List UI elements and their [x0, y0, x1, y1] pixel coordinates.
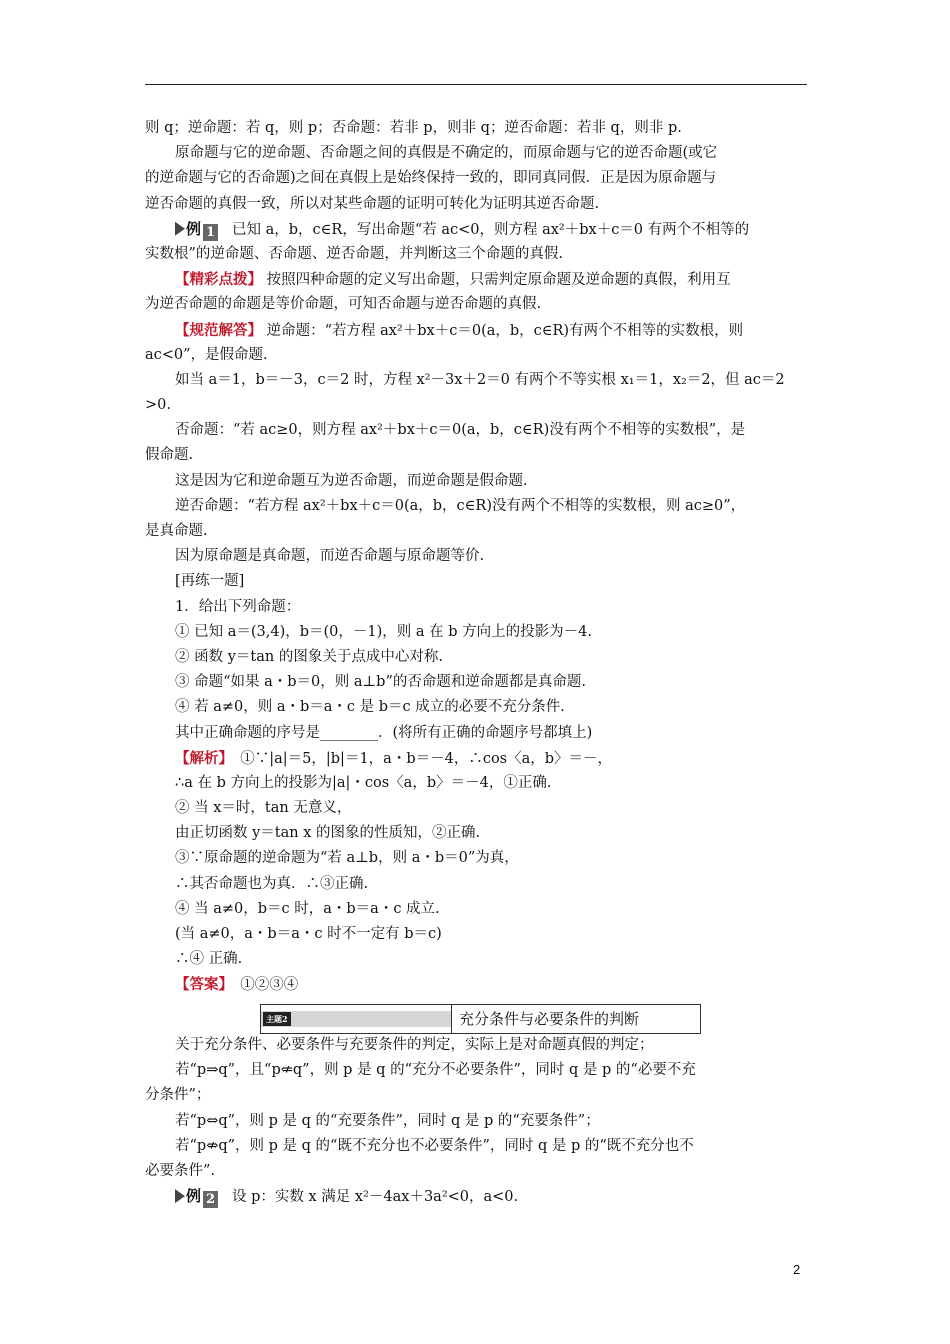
practice-line: ③ 命题“如果 a・b＝0，则 a⊥b”的否命题和逆命题都是真命题. [175, 674, 586, 691]
hint-line: 【精彩点拨】 按照四种命题的定义写出命题，只需判定原命题及逆命题的真假，利用互 [175, 271, 731, 289]
text-line: 因为原命题是真命题，而逆否命题与原命题等价. [175, 548, 485, 565]
topic-label-area [261, 1005, 451, 1033]
analysis-line: ∴其否命题也为真．∴③正确. [175, 875, 369, 892]
text-line: >0. [145, 397, 171, 414]
text-line: 假命题. [145, 447, 194, 464]
topic-chip: 主题2 [263, 1012, 291, 1026]
text-line: 逆否命题：“若方程 ax²＋bx＋c＝0(a，b，c∈R)没有两个不相等的实数根，则 ac≥0”， [175, 497, 746, 514]
text-line: 否命题：“若 ac≥0，则方程 ax²＋bx＋c＝0(a，b，c∈R)没有两个不相等的实数根”，是 [175, 422, 746, 439]
practice-line: 其中正确命题的序号是________．(将所有正确的命题序号都填上) [175, 724, 593, 741]
analysis-line: ∴④ 正确. [175, 951, 243, 968]
page-body-lower [145, 1033, 807, 1209]
text-line: 如当 a＝1，b＝－3，c＝2 时，方程 x²－3x＋2＝0 有两个不等实根 x₁＝1，x₂＝2，但 ac＝2 [175, 371, 785, 388]
analysis-line: (当 a≠0，a・b＝a・c 时不一定有 b＝c) [175, 926, 442, 942]
practice-line: 1．给出下列命题： [175, 598, 301, 615]
topic-divider [451, 1005, 452, 1033]
text-line: 必要条件”. [145, 1162, 216, 1179]
topic-banner [260, 1004, 701, 1034]
header-rule [145, 84, 807, 85]
example-marker: 例 2 [175, 1184, 218, 1210]
text-line: 实数根”的逆命题、否命题、逆否命题，并判断这三个命题的真假. [145, 245, 564, 262]
answer-tag: 【答案】 [175, 976, 226, 994]
analysis-line: ∴a 在 b 方向上的投影为|a|・cos〈a，b〉＝－4，①正确. [175, 774, 552, 791]
practice-line: ④ 若 a≠0，则 a・b＝a・c 是 b＝c 成立的必要不充分条件. [175, 699, 565, 716]
text-line: 若“p⇔q”，则 p 是 q 的“充要条件”，同时 q 是 p 的“充要条件”； [175, 1112, 600, 1129]
text-line: 这是因为它和逆命题互为逆否命题，而逆命题是假命题. [175, 472, 528, 489]
analysis-line: ④ 当 a≠0，b＝c 时，a・b＝a・c 成立. [175, 900, 440, 917]
solution-tag: 【规范解答】 [175, 321, 262, 339]
text-line: 的逆命题与它的否命题)之间在真假上是始终保持一致的，即同真同假．正是因为原命题与 [145, 170, 717, 187]
text-line: 关于充分条件、必要条件与充要条件的判定，实际上是对命题真假的判定； [175, 1037, 654, 1053]
analysis-line: 由正切函数 y＝tan x 的图象的性质知，②正确. [175, 825, 481, 842]
text-line: 是真命题. [145, 523, 208, 539]
example-marker: 例 1 [175, 217, 218, 243]
text-line: 逆否命题的真假一致，所以对某些命题的证明可转化为证明其逆否命题. [145, 195, 600, 212]
example-1: 例 1 已知 a，b，c∈R，写出命题“若 ac<0，则方程 ax²＋bx＋c＝0 有两个不相等的 [145, 217, 807, 242]
analysis-line: 【解析】 ①∵|a|＝5，|b|＝1，a・b＝－4，∴cos〈a，b〉＝－， [175, 749, 613, 767]
play-arrow-icon [175, 1189, 185, 1203]
play-arrow-icon [175, 222, 185, 236]
page-number: 2 [793, 1262, 801, 1277]
practice-line: ① 已知 a＝(3,4)，b＝(0，－1)，则 a 在 b 方向上的投影为－4. [175, 623, 592, 640]
answer-line: 【答案】 ①②③④ [175, 976, 299, 994]
analysis-line: ③∵原命题的逆命题为“若 a⊥b，则 a・b＝0”为真， [175, 850, 519, 867]
analysis-line: ② 当 x＝时，tan 无意义， [175, 800, 352, 817]
text-line: 若“p⇒q”，且“p⇍q”，则 p 是 q 的“充分不必要条件”，同时 q 是 p 的“必要不充 [175, 1062, 696, 1079]
solution-line: 【规范解答】 逆命题：“若方程 ax²＋bx＋c＝0(a，b，c∈R)有两个不相等的实数根，则 [175, 321, 744, 339]
text-line: 原命题与它的逆命题、否命题之间的真假是不确定的，而原命题与它的逆否命题(或它 [175, 145, 718, 162]
text-line: 则 q；逆命题：若 q，则 p；否命题：若非 p，则非 q；逆否命题：若非 q，则非 p. [145, 120, 682, 136]
analysis-tag: 【解析】 [175, 749, 226, 767]
example-2: 例 2 设 p：实数 x 满足 x²－4ax＋3a²<0，a<0. [145, 1184, 807, 1209]
practice-header: [再练一题] [175, 573, 245, 590]
page-body [145, 116, 807, 998]
hint-tag: 【精彩点拨】 [175, 271, 262, 289]
text-line: 若“p⇎q”，则 p 是 q 的“既不充分也不必要条件”，同时 q 是 p 的“既不充分也不 [175, 1137, 694, 1154]
text-line: ac<0”，是假命题. [145, 346, 268, 363]
topic-title: 充分条件与必要条件的判断 [459, 1010, 640, 1028]
text-line: 为逆否命题的命题是等价命题，可知否命题与逆否命题的真假. [145, 296, 542, 313]
text-line: 分条件”； [145, 1087, 211, 1104]
practice-line: ② 函数 y＝tan 的图象关于点成中心对称. [175, 648, 443, 665]
